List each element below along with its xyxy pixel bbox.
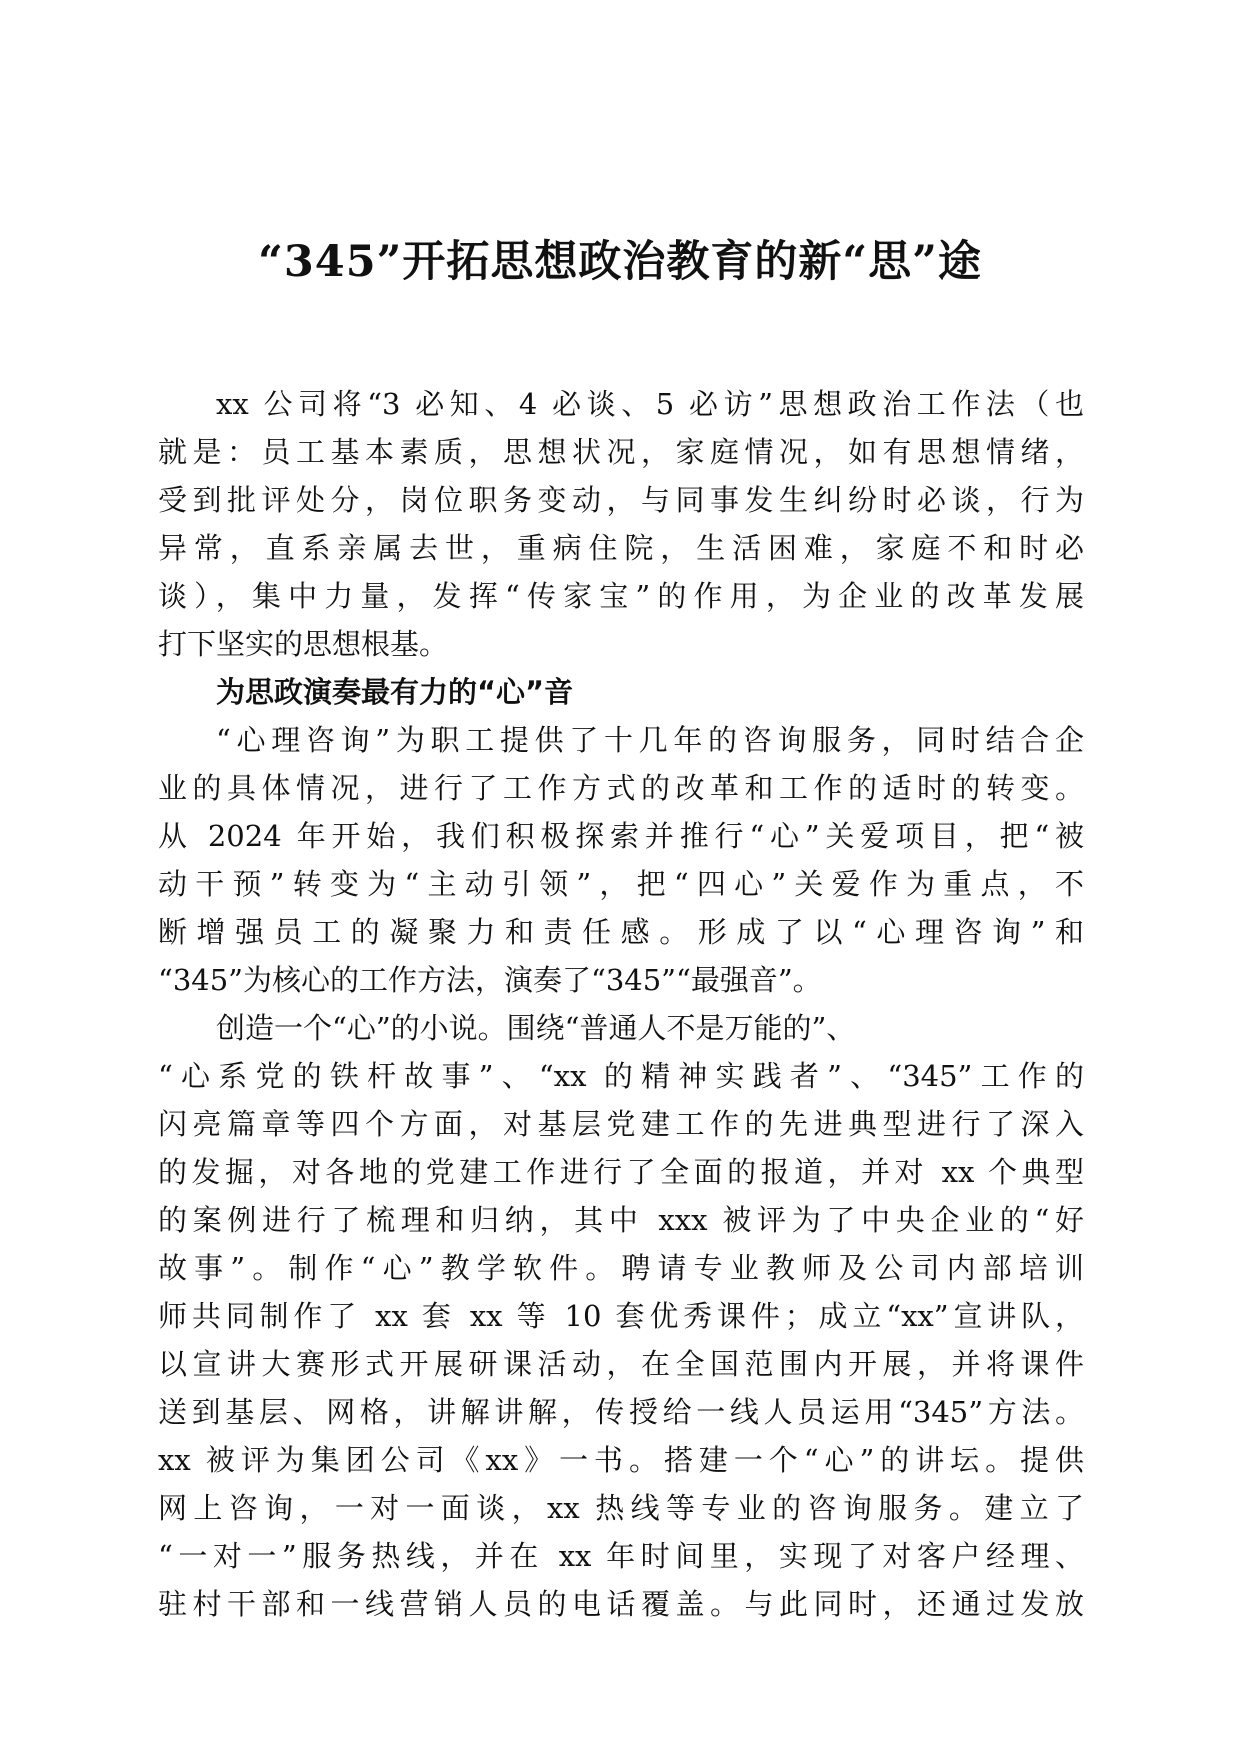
document-body (158, 380, 1084, 1628)
paragraph-intro (158, 380, 1084, 668)
text-line: 送到基层、网格，讲解讲解，传授给一线人员运用“345”方法。 (158, 1395, 1084, 1429)
text-line: 就是：员工基本素质，思想状况，家庭情况，如有思想情绪， (158, 435, 1084, 469)
text-line: 断增强员工的凝聚力和责任感。形成了以“心理咨询”和 (158, 915, 1084, 949)
text-line: 业的具体情况，进行了工作方式的改革和工作的适时的转变。 (158, 771, 1084, 805)
text-line: 的案例进行了梳理和归纳，其中 xxx 被评为了中央企业的“好 (158, 1203, 1084, 1237)
text-line: 网上咨询，一对一面谈，xx 热线等专业的咨询服务。建立了 (158, 1491, 1084, 1525)
text-line: 故事”。制作“心”教学软件。聘请专业教师及公司内部培训 (158, 1251, 1084, 1285)
text-line: 谈），集中力量，发挥“传家宝”的作用，为企业的改革发展 (158, 579, 1084, 613)
paragraph-initiatives (158, 1004, 1084, 1628)
document-title: “345”开拓思想政治教育的新“思”途 (258, 237, 982, 287)
paragraph-counseling (158, 716, 1084, 1004)
text-line: 受到批评处分，岗位职务变动，与同事发生纠纷时必谈，行为 (158, 483, 1084, 517)
text-line: 闪亮篇章等四个方面，对基层党建工作的先进典型进行了深入 (158, 1107, 1084, 1141)
text-line: 异常，直系亲属去世，重病住院，生活困难，家庭不和时必 (158, 531, 1084, 565)
text-line: 动干预”转变为“主动引领”，把“四心”关爱作为重点，不 (158, 867, 1084, 901)
text-line: 创造一个“心”的小说。围绕“普通人不是万能的”、 (216, 1011, 856, 1045)
text-line: 的发掘，对各地的党建工作进行了全面的报道，并对 xx 个典型 (158, 1155, 1084, 1189)
text-line: xx 公司将“3 必知、4 必谈、5 必访”思想政治工作法（也 (216, 387, 1084, 421)
text-line: 打下坚实的思想根基。 (158, 627, 449, 661)
text-line: “345”为核心的工作方法，演奏了“345”“最强音”。 (158, 963, 822, 997)
text-line: “心理咨询”为职工提供了十几年的咨询服务，同时结合企 (216, 723, 1084, 757)
section-heading: 为思政演奏最有力的“心”音 (216, 675, 574, 709)
text-line: 从 2024 年开始，我们积极探索并推行“心”关爱项目，把“被 (158, 819, 1084, 853)
text-line: 以宣讲大赛形式开展研课活动，在全国范围内开展，并将课件 (158, 1347, 1084, 1381)
text-line: “心系党的铁杆故事”、“xx 的精神实践者”、“345”工作的 (158, 1059, 1084, 1093)
text-line: 师共同制作了 xx 套 xx 等 10 套优秀课件；成立“xx”宣讲队， (158, 1299, 1084, 1333)
text-line: 驻村干部和一线营销人员的电话覆盖。与此同时，还通过发放 (158, 1587, 1084, 1621)
text-line: xx 被评为集团公司《xx》一书。搭建一个“心”的讲坛。提供 (158, 1443, 1084, 1477)
text-line: “一对一”服务热线，并在 xx 年时间里，实现了对客户经理、 (158, 1539, 1084, 1573)
